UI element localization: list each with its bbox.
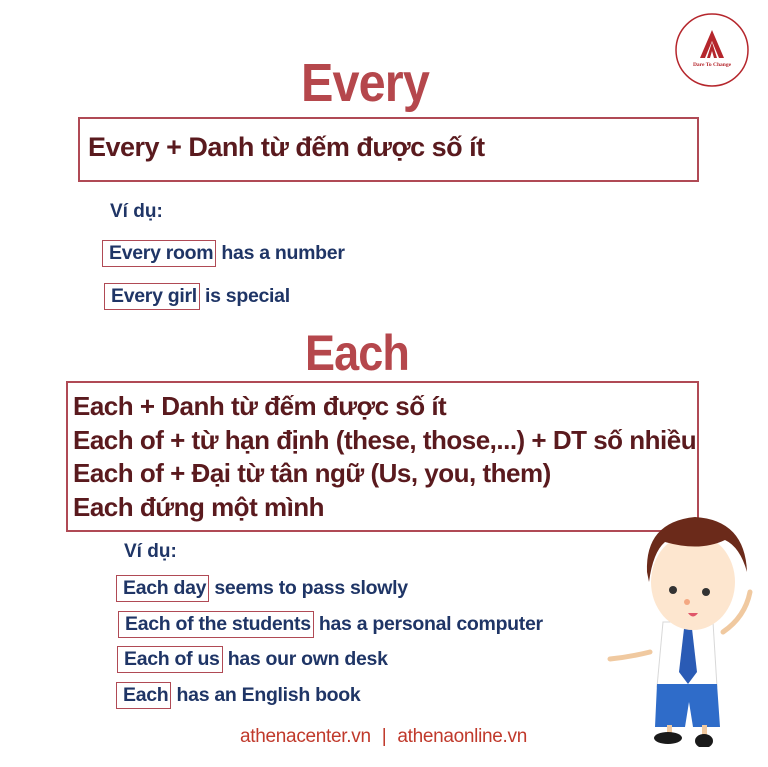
each-example-label: Ví dụ:	[124, 541, 177, 562]
each-rule: Each of + từ hạn định (these, those,...) + DT số nhiều	[73, 425, 697, 455]
cartoon-boy-illustration	[605, 512, 768, 747]
athena-logo	[674, 12, 750, 88]
highlight-box: Each day	[116, 575, 209, 602]
highlight-box: Each	[116, 682, 171, 709]
every-rule: Every + Danh từ đếm được số ít	[88, 132, 485, 162]
highlight-box: Each of the students	[118, 611, 314, 638]
highlight-box: Each of us	[117, 646, 223, 673]
footer-websites	[240, 726, 527, 748]
each-example	[126, 613, 543, 636]
website-link-athenaonline[interactable]: athenaonline.vn	[397, 726, 527, 747]
svg-text:Dare To Change: Dare To Change	[692, 62, 732, 68]
each-title: Each	[305, 325, 409, 381]
highlight-box: Every room	[102, 240, 216, 267]
example-text: has an English book	[171, 684, 361, 706]
each-example	[125, 648, 388, 671]
example-text: has a personal computer	[313, 613, 543, 635]
each-rule: Each of + Đại từ tân ngữ (Us, you, them)	[73, 458, 551, 488]
each-example	[124, 684, 360, 707]
example-text: has our own desk	[222, 648, 388, 670]
separator: |	[381, 726, 387, 747]
every-example	[112, 285, 290, 308]
every-example-label: Ví dụ:	[110, 201, 163, 222]
website-link-athenacenter[interactable]: athenacenter.vn	[240, 726, 371, 747]
example-text: has a number	[216, 242, 345, 264]
each-rule: Each + Danh từ đếm được số ít	[73, 391, 447, 421]
example-text: seems to pass slowly	[209, 577, 408, 599]
each-rule: Each đứng một mình	[73, 492, 325, 522]
example-text: is special	[199, 285, 290, 307]
every-title: Every	[301, 53, 429, 113]
each-example	[124, 577, 408, 600]
highlight-box: Every girl	[104, 283, 200, 310]
every-example	[110, 242, 345, 265]
